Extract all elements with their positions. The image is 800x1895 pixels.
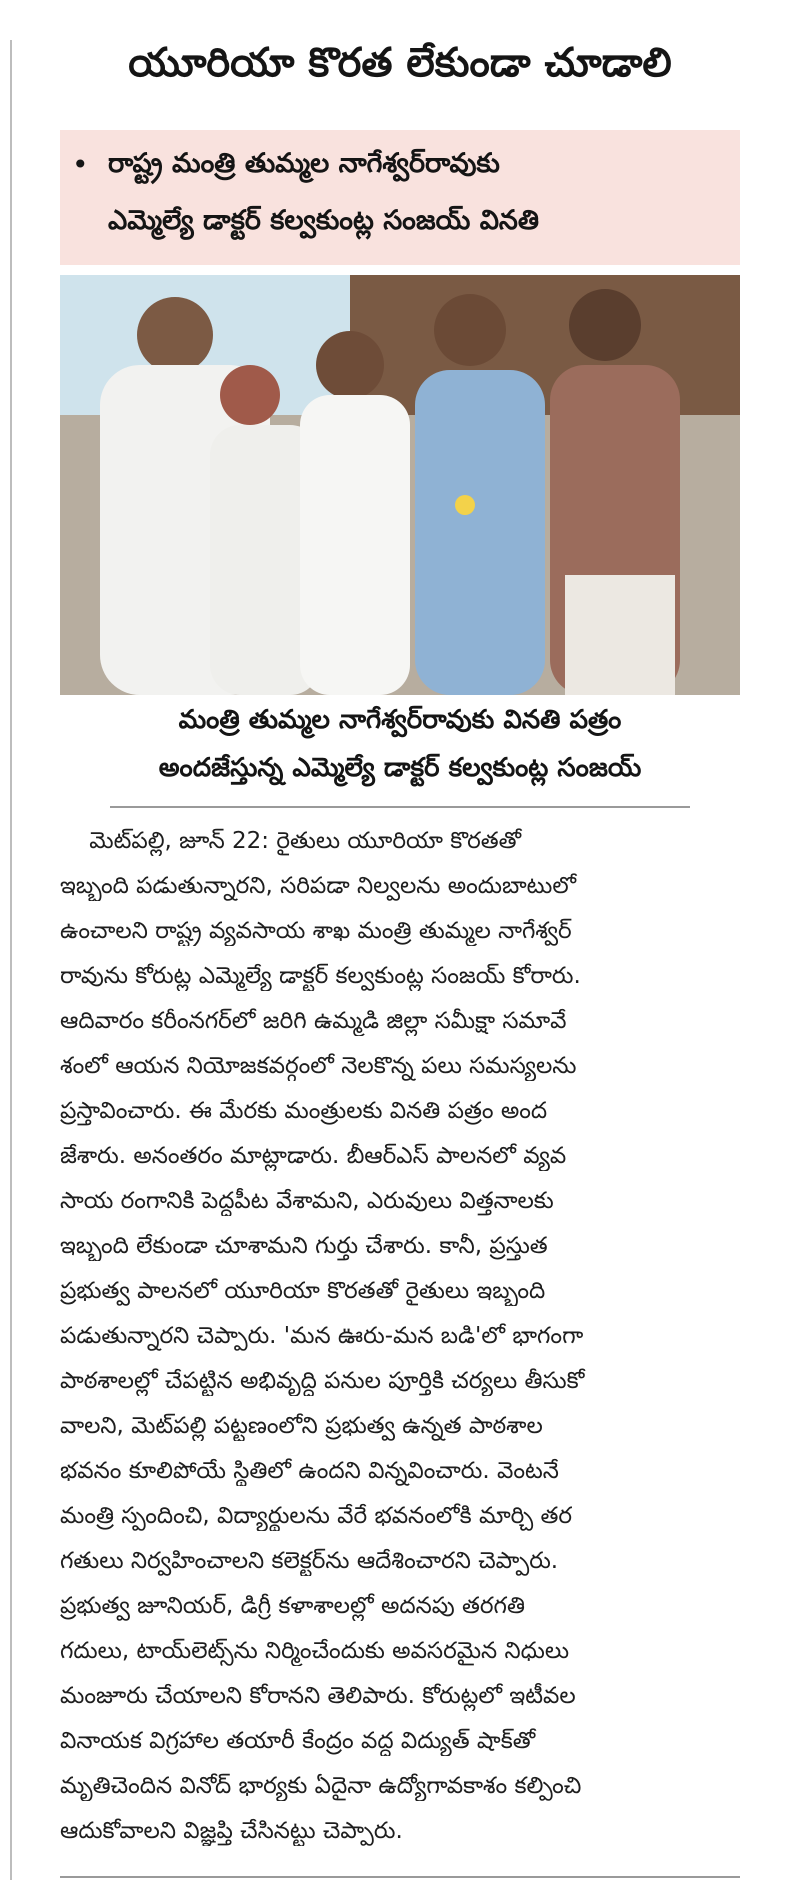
article-line: ఆదివారం కరీంనగర్‌లో జరిగి ఉమ్మడి జిల్లా సమీక్షా సమావే bbox=[60, 1008, 567, 1034]
article-line: పాఠశాలల్లో చేపట్టిన అభివృద్ధి పనుల పూర్తికి చర్యలు తీసుకో bbox=[60, 1368, 585, 1394]
subhead-box bbox=[60, 130, 740, 265]
article-line: భవనం కూలిపోయే స్థితిలో ఉందని విన్నవించారు. వెంటనే bbox=[60, 1458, 559, 1484]
news-photo bbox=[60, 275, 740, 695]
subhead-line-2: ఎమ్మెల్యే డాక్టర్ కల్వకుంట్ల సంజయ్ వినతి bbox=[108, 205, 539, 236]
bottom-divider bbox=[60, 1876, 740, 1878]
article-line: ప్రభుత్వ జూనియర్, డిగ్రీ కళాశాలల్లో అదనపు తరగతి bbox=[60, 1593, 525, 1619]
subhead-line-1: రాష్ట్ర మంత్రి తుమ్మల నాగేశ్వర్‌రావుకు bbox=[108, 148, 500, 179]
article-line: ప్రభుత్వ పాలనలో యూరియా కొరతతో రైతులు ఇబ్బంది bbox=[60, 1278, 546, 1304]
article-line: సాయ రంగానికి పెద్దపీట వేశామని, ఎరువులు విత్తనాలకు bbox=[60, 1188, 554, 1214]
photo-caption-line-1: మంత్రి తుమ్మల నాగేశ్వర్‌రావుకు వినతి పత్రం bbox=[178, 705, 622, 735]
article-line: జేశారు. అనంతరం మాట్లాడారు. బీఆర్ఎస్ పాలనలో వ్యవ bbox=[60, 1143, 567, 1169]
photo-caption-line-2: అందజేస్తున్న ఎమ్మెల్యే డాక్టర్ కల్వకుంట్ల సంజయ్ bbox=[158, 753, 642, 783]
article-line: గతులు నిర్వహించాలని కలెక్టర్‌ను ఆదేశించారని చెప్పారు. bbox=[60, 1548, 559, 1574]
article-line: ఇబ్బంది లేకుండా చూశామని గుర్తు చేశారు. కానీ, ప్రస్తుత bbox=[60, 1233, 548, 1259]
article-line: మంజూరు చేయాలని కోరానని తెలిపారు. కోరుట్లలో ఇటీవల bbox=[60, 1683, 576, 1709]
article-line: పడుతున్నారని చెప్పారు. 'మన ఊరు-మన బడి'లో భాగంగా bbox=[60, 1323, 584, 1349]
article-line: మంత్రి స్పందించి, విద్యార్థులను వేరే భవనంలోకి మార్చి తర bbox=[60, 1503, 573, 1529]
column-divider bbox=[10, 40, 12, 1880]
article-line: మృతిచెందిన వినోద్ భార్యకు ఏదైనా ఉద్యోగావకాశం కల్పించి bbox=[60, 1773, 582, 1799]
article-line: రావును కోరుట్ల ఎమ్మెల్యే డాక్టర్ కల్వకుంట్ల సంజయ్ కోరారు. bbox=[60, 963, 581, 989]
article-line: వినాయక విగ్రహాల తయారీ కేంద్రం వద్ద విద్యుత్ షాక్‌తో bbox=[60, 1728, 536, 1754]
headline: యూరియా కొరత లేకుండా చూడాలి bbox=[128, 40, 672, 86]
article-line: ఉంచాలని రాష్ట్ర వ్యవసాయ శాఖ మంత్రి తుమ్మల నాగేశ్వర్ bbox=[60, 918, 572, 944]
article-line: శంలో ఆయన నియోజకవర్గంలో నెలకొన్న పలు సమస్యలను bbox=[60, 1053, 577, 1079]
bullet-icon: • bbox=[72, 148, 89, 181]
article-line: ఆదుకోవాలని విజ్ఞప్తి చేసినట్టు చెప్పారు. bbox=[60, 1818, 403, 1844]
article-line: మెట్‌పల్లి, జూన్ 22: రైతులు యూరియా కొరతతో bbox=[60, 828, 522, 854]
article-line: గదులు, టాయ్‌లెట్స్‌ను నిర్మించేందుకు అవసరమైన నిధులు bbox=[60, 1638, 570, 1664]
article-line: ఇబ్బంది పడుతున్నారని, సరిపడా నిల్వలను అందుబాటులో bbox=[60, 873, 576, 899]
photo-illustration bbox=[60, 275, 740, 695]
article-line: ప్రస్తావించారు. ఈ మేరకు మంత్రులకు వినతి పత్రం అంద bbox=[60, 1098, 548, 1124]
article-line: వాలని, మెట్‌పల్లి పట్టణంలోని ప్రభుత్వ ఉన్నత పాఠశాల bbox=[60, 1413, 543, 1439]
caption-divider bbox=[110, 806, 690, 808]
